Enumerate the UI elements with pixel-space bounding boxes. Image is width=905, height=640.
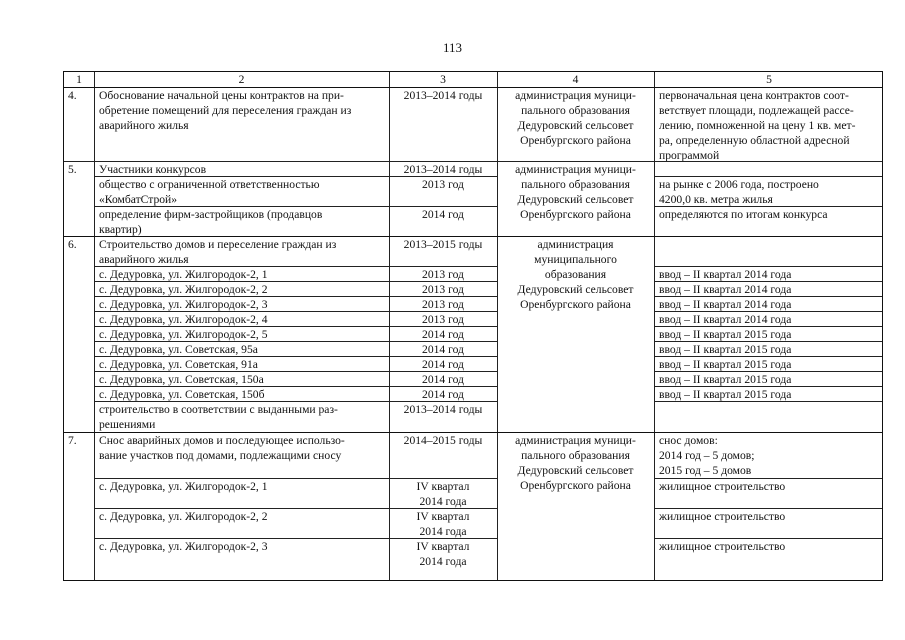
- row-6-sub-2-description: с. Дедуровка, ул. Жилгородок-2, 2: [99, 283, 268, 296]
- row-7-sub-1-period: IV квартал 2014 года: [416, 480, 470, 508]
- row-5-sub-1-period: 2013 год: [422, 178, 464, 191]
- row-7-description: Снос аварийных домов и последующее использо- вание участков под домами, подлежащими сносу: [99, 434, 345, 462]
- row-7-sub-3-period: IV квартал 2014 года: [416, 540, 470, 568]
- row-6-sub-2-period: 2013 год: [422, 283, 464, 296]
- row-6-executor: администрация муниципального образования Дедуровский сельсовет Оренбургского района: [517, 238, 634, 311]
- sub-row-rule: [654, 401, 882, 402]
- row-6-sub-2-result: ввод – II квартал 2014 года: [659, 283, 792, 296]
- row-5-sub-2-period: 2014 год: [422, 208, 464, 221]
- row-5-sub-1-description: общество с ограниченной ответственностью «КомбатСтрой»: [99, 178, 320, 206]
- row-6-sub-3-description: с. Дедуровка, ул. Жилгородок-2, 3: [99, 298, 268, 311]
- row-7-sub-2-description: с. Дедуровка, ул. Жилгородок-2, 2: [99, 510, 268, 523]
- row-6-sub-1-period: 2013 год: [422, 268, 464, 281]
- row-4-period: 2013–2014 годы: [403, 89, 483, 102]
- row-7-sub-2-result: жилищное строительство: [659, 510, 786, 523]
- row-7-executor: администрация муници- пального образования Дедуровский сельсовет Оренбургского района: [515, 434, 636, 492]
- row-6-sub-8-period: 2014 год: [422, 373, 464, 386]
- row-5-number: 5.: [68, 163, 77, 176]
- row-6-sub-5-period: 2014 год: [422, 328, 464, 341]
- header-col-4: 4: [572, 73, 579, 86]
- row-6-sub-10-description: строительство в соответствии с выданными раз- решениями: [99, 403, 338, 431]
- row-4-description: Обоснование начальной цены контрактов на при- обретение помещений для переселения граждан из аварийного жилья: [99, 89, 352, 132]
- row-6-sub-7-period: 2014 год: [422, 358, 464, 371]
- row-6-sub-7-description: с. Дедуровка, ул. Советская, 91а: [99, 358, 258, 371]
- row-6-description: Строительство домов и переселение граждан из аварийного жилья: [99, 238, 337, 266]
- column-divider: [497, 72, 498, 580]
- plan-table: [63, 71, 883, 581]
- row-5-executor: администрация муници- пального образования Дедуровский сельсовет Оренбургского района: [515, 163, 636, 221]
- row-6-sub-10-period: 2013–2014 годы: [403, 403, 483, 416]
- row-6-sub-4-period: 2013 год: [422, 313, 464, 326]
- header-col-2: 2: [238, 73, 245, 86]
- row-7-sub-2-period: IV квартал 2014 года: [416, 510, 470, 538]
- row-6-sub-4-result: ввод – II квартал 2014 года: [659, 313, 792, 326]
- row-6-sub-9-result: ввод – II квартал 2015 года: [659, 388, 792, 401]
- header-col-3: 3: [440, 73, 446, 86]
- row-6-sub-6-description: с. Дедуровка, ул. Советская, 95а: [99, 343, 258, 356]
- row-6-sub-9-description: с. Дедуровка, ул. Советская, 150б: [99, 388, 265, 401]
- row-4-result: первоначальная цена контрактов соот- ветствует площади, подлежащей рассе- лению, помноженной на цену 1 кв. мет- ра, определенную областной адресной программой: [659, 89, 856, 162]
- row-5-description: Участники конкурсов: [99, 163, 207, 176]
- row-6-sub-6-period: 2014 год: [422, 343, 464, 356]
- row-6-sub-1-description: с. Дедуровка, ул. Жилгородок-2, 1: [99, 268, 268, 281]
- row-7-number: 7.: [68, 434, 77, 447]
- row-7-sub-3-result: жилищное строительство: [659, 540, 786, 553]
- row-6-sub-8-description: с. Дедуровка, ул. Советская, 150а: [99, 373, 264, 386]
- row-6-sub-4-description: с. Дедуровка, ул. Жилгородок-2, 4: [99, 313, 268, 326]
- row-6-sub-8-result: ввод – II квартал 2015 года: [659, 373, 792, 386]
- row-6-number: 6.: [68, 238, 77, 251]
- row-5-sub-2-result: определяются по итогам конкурса: [659, 208, 828, 221]
- row-7-sub-1-result: жилищное строительство: [659, 480, 786, 493]
- row-6-sub-1-result: ввод – II квартал 2014 года: [659, 268, 792, 281]
- row-5-period: 2013–2014 годы: [403, 163, 483, 176]
- row-5-sub-1-result: на рынке с 2006 года, построено 4200,0 кв. метра жилья: [659, 178, 819, 206]
- header-col-5: 5: [766, 73, 772, 86]
- row-4-number: 4.: [68, 89, 77, 102]
- row-6-sub-3-period: 2013 год: [422, 298, 464, 311]
- row-6-sub-5-description: с. Дедуровка, ул. Жилгородок-2, 5: [99, 328, 268, 341]
- row-5-sub-2-description: определение фирм-застройщиков (продавцов квартир): [99, 208, 323, 236]
- row-7-sub-1-description: с. Дедуровка, ул. Жилгородок-2, 1: [99, 480, 268, 493]
- row-6-sub-3-result: ввод – II квартал 2014 года: [659, 298, 792, 311]
- header-col-1: 1: [76, 73, 82, 86]
- page-number: 113: [442, 40, 463, 55]
- row-7-sub-3-description: с. Дедуровка, ул. Жилгородок-2, 3: [99, 540, 268, 553]
- row-6-period: 2013–2015 годы: [403, 238, 483, 251]
- row-6-sub-5-result: ввод – II квартал 2015 года: [659, 328, 792, 341]
- row-7-result: снос домов: 2014 год – 5 домов; 2015 год – 5 домов: [659, 434, 755, 477]
- row-6-sub-9-period: 2014 год: [422, 388, 464, 401]
- row-6-sub-6-result: ввод – II квартал 2015 года: [659, 343, 792, 356]
- row-4-executor: администрация муници- пального образования Дедуровский сельсовет Оренбургского района: [515, 89, 636, 147]
- row-6-sub-7-result: ввод – II квартал 2015 года: [659, 358, 792, 371]
- row-7-period: 2014–2015 годы: [403, 434, 483, 447]
